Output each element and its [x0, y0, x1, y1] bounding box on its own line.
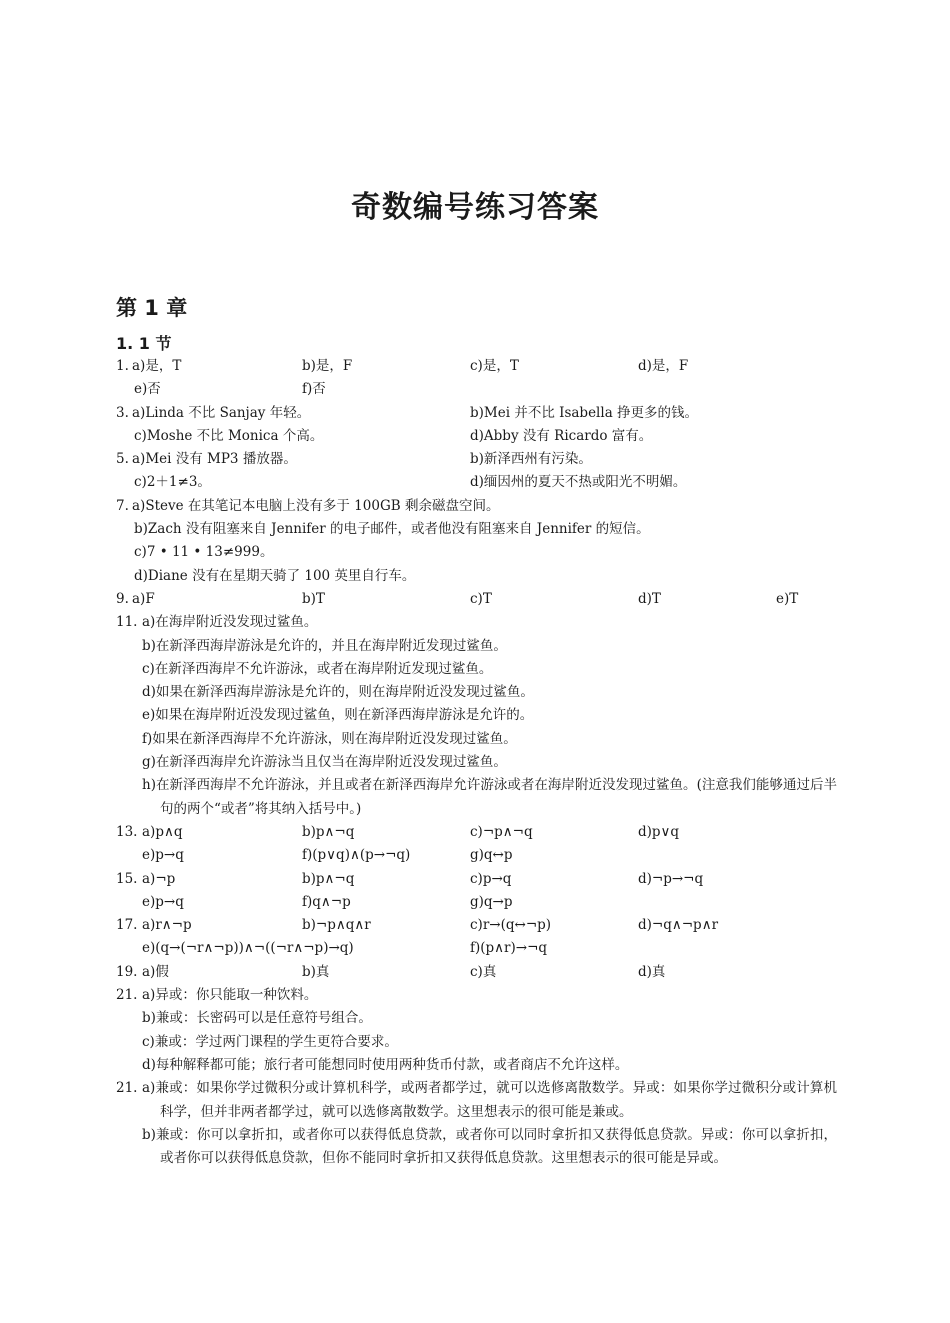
- answer-c: c)r→(q↔¬p): [470, 917, 552, 934]
- exercise-11: [0, 611, 950, 821]
- answer-d: d)¬q∧¬p∧r: [638, 917, 719, 934]
- answer-a: a)异或：你只能取一种饮料。: [142, 987, 318, 1004]
- answer-e: e)如果在海岸附近没发现过鲨鱼，则在新泽西海岸游泳是允许的。: [142, 707, 534, 724]
- exercise-number: 19.: [116, 963, 138, 980]
- exercise-number: 21.: [116, 1080, 138, 1097]
- exercise-7: [0, 495, 950, 588]
- chapter-heading: 第 1 章: [116, 296, 188, 320]
- answer-d: d)真: [638, 963, 666, 980]
- answer-a: a)假: [142, 963, 169, 980]
- exercise-21-second: [0, 1077, 950, 1170]
- answer-d: d)缅因州的夏天不热或阳光不明媚。: [470, 474, 687, 491]
- answer-a: a)是，T: [132, 358, 182, 374]
- answer-f: f)(p∧r)→¬q: [470, 940, 548, 957]
- answer-c: c)7 • 11 • 13≠999。: [134, 544, 274, 561]
- answer-e: e)否: [134, 381, 161, 398]
- answer-c: c)¬p∧¬q: [470, 823, 533, 840]
- answer-b: b)p∧¬q: [302, 823, 355, 840]
- section-heading: 1. 1 节: [116, 334, 172, 353]
- page-title: 奇数编号练习答案: [351, 190, 599, 225]
- answer-d: d)¬p→¬q: [638, 870, 704, 887]
- answer-a: a)在海岸附近没发现过鲨鱼。: [142, 614, 318, 631]
- answer-a: a)兼或：如果你学过微积分或计算机科学，或两者都学过，就可以选修离散数学。异或：如果你学过微积分或计算机科学，但并非两者都学过，就可以选修离散数学。这里想表示的很可能是兼或。: [142, 1080, 837, 1120]
- answer-a: a)¬p: [142, 870, 176, 887]
- answer-d: d)Diane 没有在星期天骑了 100 英里自行车。: [134, 567, 416, 584]
- exercise-13: [0, 821, 950, 868]
- answer-g: g)q↔p: [470, 847, 513, 864]
- answer-c: c)真: [470, 963, 497, 980]
- answer-b: b)p∧¬q: [302, 870, 355, 887]
- answer-e: e)(q→(¬r∧¬p))∧¬((¬r∧¬p)→q): [142, 940, 354, 957]
- exercise-9: [0, 588, 950, 611]
- answer-a: a)p∧q: [142, 823, 183, 840]
- exercise-5: [0, 448, 950, 495]
- answer-b: b)Zach 没有阻塞来自 Jennifer 的电子邮件，或者他没有阻塞来自 Jennifer 的短信。: [134, 521, 650, 538]
- exercise-number: 11.: [116, 614, 138, 631]
- exercise-number: 17.: [116, 917, 138, 934]
- answer-b: b)¬p∧q∧r: [302, 917, 371, 934]
- answer-a: a)Mei 没有 MP3 播放器。: [132, 451, 297, 468]
- answer-list: [0, 355, 950, 1170]
- answer-g: g)在新泽西海岸允许游泳当且仅当在海岸附近没发现过鲨鱼。: [142, 754, 507, 771]
- exercise-number: 7.: [116, 497, 129, 514]
- answer-f: f)(p∨q)∧(p→¬q): [302, 847, 411, 864]
- answer-f: f)如果在新泽西海岸不允许游泳，则在海岸附近没发现过鲨鱼。: [142, 730, 517, 747]
- answer-d: d)Abby 没有 Ricardo 富有。: [470, 427, 653, 444]
- answer-a: a)F: [132, 590, 155, 607]
- answer-c: c)在新泽西海岸不允许游泳，或者在海岸附近发现过鲨鱼。: [142, 660, 493, 677]
- exercise-19: [0, 961, 950, 984]
- answer-d: d)每种解释都可能；旅行者可能想同时使用两种货币付款，或者商店不允许这样。: [142, 1056, 629, 1073]
- exercise-number: 15.: [116, 870, 138, 887]
- answer-c: c)Moshe 不比 Monica 个高。: [134, 427, 324, 444]
- answer-a: a)r∧¬p: [142, 917, 192, 934]
- answer-e: e)p→q: [142, 893, 184, 910]
- answer-c: c)是，T: [470, 358, 519, 374]
- exercise-number: 3.: [116, 404, 129, 421]
- answer-d: d)是，F: [638, 358, 689, 374]
- exercise-number: 13.: [116, 823, 138, 840]
- answer-b: b)真: [302, 963, 330, 980]
- exercise-number: 9.: [116, 590, 129, 607]
- answer-b: b)在新泽西海岸游泳是允许的，并且在海岸附近发现过鲨鱼。: [142, 637, 507, 654]
- answer-b: b)T: [302, 590, 325, 607]
- answer-d: d)如果在新泽西海岸游泳是允许的，则在海岸附近没发现过鲨鱼。: [142, 684, 534, 701]
- answer-d: d)p∨q: [638, 823, 680, 840]
- answer-c: c)2＋1≠3。: [134, 474, 211, 491]
- exercise-1: [0, 355, 950, 402]
- answer-c: c)T: [470, 590, 492, 607]
- exercise-number: 21.: [116, 987, 138, 1004]
- answer-b: b)是，F: [302, 358, 353, 374]
- exercise-17: [0, 914, 950, 961]
- exercise-number: 5.: [116, 451, 129, 468]
- answer-b: b)Mei 并不比 Isabella 挣更多的钱。: [470, 404, 699, 421]
- answer-f: f)q∧¬p: [302, 893, 351, 910]
- answer-d: d)T: [638, 590, 661, 607]
- exercise-21-first: [0, 984, 950, 1077]
- answer-e: e)p→q: [142, 847, 184, 864]
- answer-g: g)q→p: [470, 893, 513, 910]
- answer-h: h)在新泽西海岸不允许游泳，并且或者在新泽西海岸允许游泳或者在海岸附近没发现过鲨鱼。(注意我们能够通过后半句的两个“或者”将其纳入括号中。): [142, 777, 837, 817]
- answer-c: c)p→q: [470, 870, 512, 887]
- answer-a: a)Linda 不比 Sanjay 年轻。: [132, 404, 311, 421]
- exercise-3: [0, 402, 950, 449]
- exercise-15: [0, 868, 950, 915]
- answer-a: a)Steve 在其笔记本电脑上没有多于 100GB 剩余磁盘空间。: [132, 497, 500, 514]
- answer-b: b)兼或：长密码可以是任意符号组合。: [142, 1010, 372, 1027]
- answer-b: b)兼或：你可以拿折扣，或者你可以获得低息贷款，或者你可以同时拿折扣又获得低息贷款。异或：你可以拿折扣，或者你可以获得低息贷款，但你不能同时拿折扣又获得低息贷款。这里想表示的很可能是异或。: [142, 1126, 837, 1167]
- exercise-number: 1.: [116, 358, 129, 374]
- answer-e: e)T: [776, 590, 799, 607]
- answer-f: f)否: [302, 381, 326, 398]
- answer-c: c)兼或：学过两门课程的学生更符合要求。: [142, 1033, 398, 1050]
- answer-b: b)新泽西州有污染。: [470, 451, 592, 468]
